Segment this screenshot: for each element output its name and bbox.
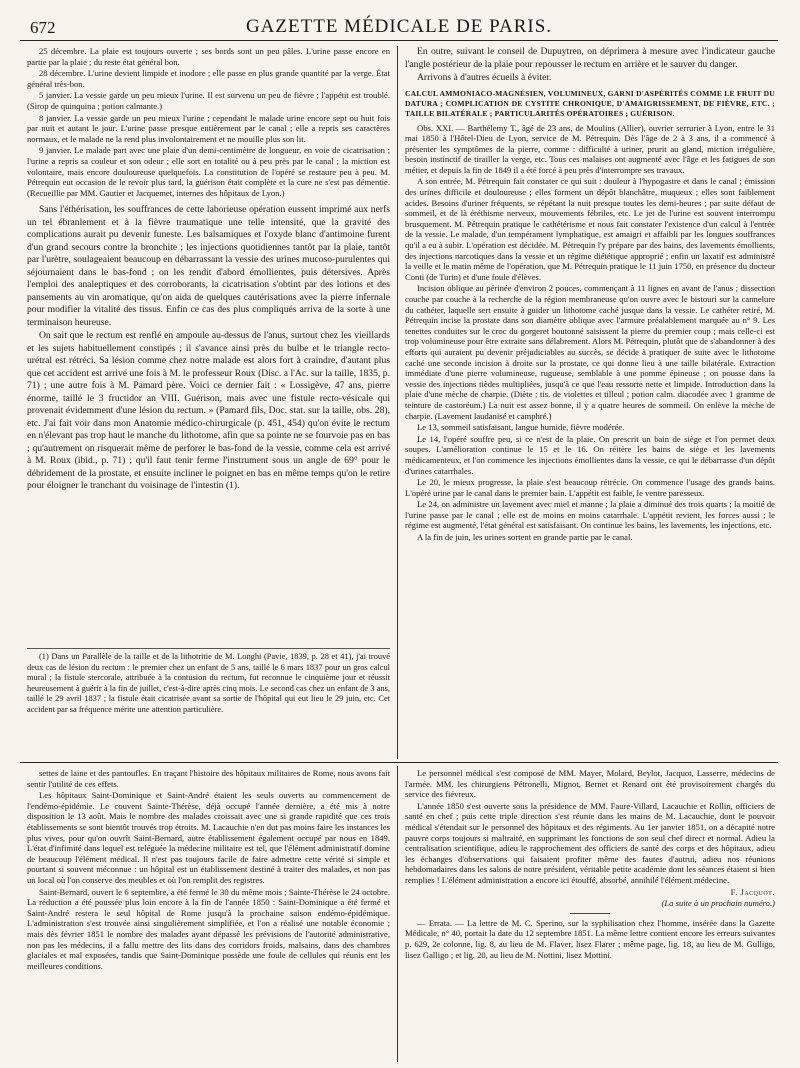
observation-paragraph: Obs. XXI. — Barthélemy T., âgé de 23 ans, de Moulins (Allier), ouvrier serrurier à Lyon, entre le 31 mai 1850 à l'Hôtel-Dieu de Lyon, service de M. Pétrequin. Dès l'âge de 2 à 3 ans, il a commencé à présenter les symptômes de la pierre, comme : difficulté à uriner, prurit au gland, miction irrégulière, besoin instinctif de tirailler la verge, etc. Tous ces malaises ont augmenté avec l'âge et les fatigues de son métier, et depuis la fin de 1849 il a été forcé à peu près d'interrompre ses travaux.: [405, 122, 775, 175]
body-paragraph: Le personnel médical s'est composé de MM. Mayer, Molard, Beylot, Jacquot, Lasserre, médecins de l'armée. MM. les chirurgiens Pétronelli, Mignot, Bernet et Renard ont été provisoirement chargés du service des fiévreux.: [405, 768, 775, 800]
footnote: [27, 648, 390, 762]
bottom-right-column: [405, 768, 775, 1060]
case-entry: 25 décembre. La plaie est toujours ouverte ; ses bords sont un peu pâles. L'urine passe encore en partie par la plaie ; du reste état général bon.: [27, 46, 390, 67]
body-paragraph: Les hôpitaux Saint-Dominique et Saint-André étaient les seuls ouverts au commencement de l'endémo-épidémie. Le couvent Sainte-Thérèse, déjà occupé l'année dernière, a été mis à notre disposition le 13 août. Mais le nombre des malades croissait avec une si grande rapidité que ces trois établissements se sont bientôt trouvés trop étroits. M. Lacauchie n'en dut pas moins faire les instances les plus vives, pour qu'on ouvrît Saint-Bernard, autre établissement également occupé par nous en 1849. L'état d'infimité dans lequel est reléguée la médecine militaire est tel, que l'élément administratif domine de beaucoup l'élément médical. Il n'est pas toujours facile de faire admettre cette vérité si simple et pourtant si souvent méconnue : un hôpital est un établissement destiné à traiter des malades, et non pas un local où l'on conserve des meubles et où l'on remplit des registres.: [27, 790, 390, 885]
journal-title: GAZETTE MÉDICALE DE PARIS.: [245, 16, 553, 37]
case-entry: 5 janvier. La vessie garde un peu mieux l'urine. Il est survenu un peu de fièvre ; l'appétit est troublé. (Sirop de quinquina ; potion calmante.): [27, 90, 390, 111]
observation-paragraph: A son entrée, M. Pétrequin fait constater ce qui suit : douleur à l'hypogastre et dans le canal ; émission des urines difficile et douloureuse ; elles forment un dépôt blanchâtre, muqueux ; elles sont faiblement acides. Besoins d'uriner fréquents, se répétant la nuit presque toutes les demi-heures ; par suite défaut de sommeil, et de là éréthisme nerveux, mouvements fébriles, etc. Le jet de l'urine est souvent interrompu brusquement. M. Pétrequin pratique le cathétérisme et nous fait constater l'existence d'un calcul à l'entrée de la vessie. Le malade, d'un tempérament lymphatique, est amaigri et affaibli par les longues souffrances qu'il a eu à subir. L'opération est décidée. M. Pétrequin l'y prépare par des bains, des lavements émollients, des injections narcotiques dans la vessie et un régime diététique approprié ; enfin un laxatif est administré la veille et le matin même de l'opération, que M. Pétrequin pratique le 11 juin 1750, en présence du docteur Conti (de Turin) et d'une foule d'élèves.: [405, 176, 775, 282]
observation-paragraph: Le 20, le mieux progresse, la plaie s'est beaucoup rétrécie. On commence l'usage des grands bains. L'opéré urine par le canal dans le premier bain. L'appétit est faible, le ventre paresseux.: [405, 477, 775, 498]
body-paragraph: On sait que le rectum est renflé en ampoule au-dessus de l'anus, surtout chez les vieillards et les sujets habituellement constipés ; il s'avance ainsi près du bulbe et le triangle recto-urétral est rétréci. Sa lésion comme chez notre malade est alors fort à craindre, d'autant plus que cet accident est arrivé une fois à M. le professeur Roux (Disc. a l'Ac. sur la taille, 1835, p. 71) ; une autre fois à M. Pamard père. Voici ce dernier fait : « Lossigève, 47 ans, pierre énorme, taillé le 3 fructidor an VIII. Guérison, mais avec une fistule recto-vésicale qui provenait évidemment d'une lésion du rectum. » (Pamard fils, Doc. stat. sur la taille, obs. 28), etc. J'ai fait voir dans mon Anatomie médico-chirurgicale (p. 451, 454) qu'on évite le rectum en n'élevant pas trop haut le manche du lithotome, afin que sa pointe ne se fourvoie pas en bas ; qu'autrement on risquerait même de perforer le bas-fond de la vessie, comme cela est arrivé à M. Roux (ibid., p. 71) ; qu'il faut tenir ferme l'instrument sous un angle de 69° pour le débridement de la prostate, et ensuite incliner le poignet en bas en même temps qu'on le retire pour éloigner le tranchant du voisinage de l'intestin (1).: [27, 330, 390, 492]
errata-note: — Errata. — La lettre de M. C. Sperino, sur la syphilisation chez l'homme, insérée dans la Gazette Médicale, n° 40, portait la date du 12 septembre 1851. La même lettre contient encore les erreurs suivantes p. 629, 2e colonne, lig. 8, au lieu de M. Flaver, lisez Flarer ; même page, lig. 18, au lieu de M. Gulligo, lisez Galligo ; et lig. 20, au lieu de M. Nottini, lisez Mottini.: [405, 917, 775, 960]
page-number: 672: [30, 18, 56, 37]
bottom-left-column: [27, 768, 390, 1060]
observation-paragraph: Le 13, sommeil satisfaisant, langue humide, fièvre modérée.: [417, 422, 625, 433]
section-divider: [20, 762, 778, 763]
body-paragraph: L'année 1850 s'est ouverte sous la présidence de MM. Faure-Villard, Lacauchie et Rollin, officiers de santé en chef ; puis cette triple direction s'est réunie dans les mains de M. Lacauchie, dont le pouvoir médical s'étendait sur le personnel des hôpitaux et des régiments. Au 1er janvier 1851, on a décapité notre pauvre corps toujours si maltraité, en supprimant les fonctions de son seul chef direct et normal. Adieu la centralisation scientifique, adieu le rapprochement des officiers de santé des corps et des hôpitaux, adieu les échanges d'observations qui faisaient profiter même des fautes d'autrui, adieu nos réunions hebdomadaires dans les salons de notre président, véritable petite académie dont les séances étaient si bien remplies ! L'élément administration a encore ici étouffé, absorbé, annihilé l'élément médecine.: [405, 800, 775, 885]
body-paragraph: Arrivons à d'autres écueils à éviter.: [417, 72, 552, 83]
separator-rule: [570, 913, 610, 914]
footnote-text: (1) Dans un Parallèle de la taille et de la lithotritie de M. Longhi (Pavie, 1839, p. 28 et 41), j'ai trouvé deux cas de lésion du rectum : le premier chez un enfant de 5 ans, taillé le 6 mars 1837 pour un gros calcul mural ; la fistule stercorale, attribuée à la contusion du rectum, fut reconnue le cinquième jour et réussit heureusement à guérir à la fin de juillet, c'est-à-dire après cinq mois. Le second cas chez un enfant de 3 ans, taillé le 29 avril 1837 ; la fistule était cicatrisée avant sa sortie de l'hôpital qui eut lieu le 29 juin, etc. Cet accident par sa fréquence mérite une attention particulière.: [27, 652, 390, 714]
right-column: [405, 46, 775, 758]
body-paragraph: Saint-Bernard, ouvert le 6 septembre, a été fermé le 30 du même mois ; Sainte-Thérèse le 24 octobre. La réduction a été poussée plus loin encore à la fin de l'année 1850 : Saint-Dominique a été fermé et Saint-André restera le seul hôpital de Rome jusqu'à la prochaine saison endémo-épidémique. L'administration s'est trouvée ainsi singulièrement simplifiée, et l'on a réalisé une notable économie ; mais dès février 1851 le nombre des malades ayant dépassé les prévisions de l'autorité administrative, non pas les médecins, il a fallu mettre des lits dans des corridors froids, malsains, dans des chambres glaciales et mal exposées, tandis que Saint-Dominique possède une foule de cellules qui réunis ent les meilleures conditions.: [27, 886, 390, 971]
case-entry: 9 janvier. Le malade part avec une plaie d'un demi-centimètre de longueur, en voie de cicatrisation ; l'urine a repris sa couleur et son odeur ; elle sort en totalité ou à peu près par le canal ; la miction est volontaire, mais encore douloureuse quelquefois. La constitution de l'opéré se restaure peu à peu. M. Pétrequin eut occasion de le revoir plus tard, la guérison était complète et la cure ne s'est pas démentie. (Recueillie par MM. Gautier et Jacquemet, internes des hôpitaux de Lyon.): [27, 145, 390, 198]
body-paragraph: settes de laine et des pantoufles. En traçant l'histoire des hôpitaux militaires de Rome, nous avons fait sentir l'utilité de ces effets.: [27, 768, 390, 789]
column-divider: [397, 46, 398, 759]
observation-paragraph: Le 24, on administre un lavement avec miel et manne ; la plaie a diminué des trois quarts ; la moitié de l'urine passe par le canal ; elle est de moins en moins catarrhale. L'appétit revient, les forces aussi ; le régime est augmenté, l'état général est satisfaisant. On continue les bains, les lavements, les injections, etc.: [405, 499, 775, 531]
page-header: [20, 12, 778, 41]
observation-paragraph: Incision oblique au périnée d'environ 2 pouces, commençant à 11 lignes en avant de l'anus ; dissection couche par couche à la recherche de la région membraneuse qu'on ouvre avec le bistouri sur la cannelure du cathéter, laquelle sert ensuite à guider un lithotome caché jusque dans la vessie. Le cathéter retiré, M. Pétrequin incise la prostate dans son diamètre oblique avec l'armure préalablement marquée au n° 9. Les tenettes conduites sur le croc du gorgeret boutonné saisissent la pierre du premier coup ; mais celle-ci est trop volumineuse pour être extraite sans délabrement. Alors M. Pétrequin, plutôt que de s'abandonner à des efforts qui auraient pu devenir préjudiciables au succès, se décide à pratiquer de suite avec le lithotome caché une seconde incision à droite sur la prostate, ce qui donne lieu à une taille bilatérale. Extraction immédiate d'une pierre volumineuse, rugueuse, semblable à une pomme épineuse ; on pousse dans la vessie des injections tièdes multipliées, jusqu'à ce que l'eau ressorte nette et limpide. Introduction dans la plaie d'une mèche de charpie. (Diète ; tis. de violettes et tilleul ; potion calm. diacodée avec 1 gramme de teinture de castoréum.) La nuit est assez bonne, il y a quatre heures de sommeil. On enlève la mèche de charpie. (Lavement laudanisé et camphré.): [405, 283, 775, 421]
left-column: [27, 46, 390, 492]
body-paragraph: En outre, suivant le conseil de Dupuytren, on déprimera à mesure avec l'indicateur gauche l'angle postérieur de la plaie pour repousser le rectum en arrière et le sauver du danger.: [405, 46, 775, 70]
continuation-note: (La suite à un prochain numéro.): [661, 898, 775, 909]
case-entry: 8 janvier. La vessie garde un peu mieux l'urine ; cependant le malade urine encore sept ou huit fois par nuit et autant le jour. L'urine passe presque entièrement par le canal ; elle a repris ses caractères normaux, et le malade ne la rend plus involontairement et ne mouille plus son lit.: [27, 112, 390, 144]
column-divider: [397, 766, 398, 1062]
observation-paragraph: A la fin de juin, les urines sortent en grande partie par le canal.: [417, 532, 633, 543]
section-heading: CALCUL AMMONIACO-MAGNÉSIEN, VOLUMINEUX, GARNI D'ASPÉRITÉS COMME LE FRUIT DU DATURA ; COMPLICATION DE CYSTITE CHRONIQUE, D'AMAIGRISSEMENT, DE FIÈVRE, ETC. ; TAILLE BILATÉRALE ; PARTICULARITÉS OPÉRATOIRES ; GUÉRISON.: [405, 88, 775, 118]
body-paragraph: Sans l'éthérisation, les souffrances de cette laborieuse opération eussent imprimé aux nerfs un tel ébranlement et à la fièvre traumatique une telle intensité, que la gravité des complications aurait pu devenir funeste. Les balsamiques et l'oxyde blanc d'antimoine furent d'un grand secours contre la bronchite ; les injections quotidiennes tantôt par la plaie, tantôt par l'urètre, soulageaient beaucoup en débarrassant la vessie des urines mucoso-purulentes qui séjournaient dans le bas-fond ; on les rendit d'abord émollientes, puis détersives. Après l'emploi des analeptiques et des corroborants, la cicatrisation s'obtint par des lotions et des pansements au vin aromatique, qu'on aida de quelques cautérisations avec la pierre infernale pour modifier la vitalité des tissus. Enfin ce cas des plus compliqués arriva de la sorte à une terminaison heureuse.: [27, 204, 390, 328]
case-entry: 28 décembre. L'urine devient limpide et inodore ; elle passe en plus grande quantité par la verge. État général très-bon.: [27, 68, 390, 89]
observation-paragraph: Le 14, l'opéré souffre peu, si ce n'est de la plaie. On prescrit un bain de siège et l'on permet deux soupes. L'amélioration continue le 15 et le 16. On réitère les bains de siège et les lavements médicamenteux, et l'on commence les injections émollientes dans la vessie, ce qui le débarrasse d'un dépôt d'urines catarrhales.: [405, 433, 775, 476]
author-signature: F. Jacquot.: [730, 886, 775, 897]
